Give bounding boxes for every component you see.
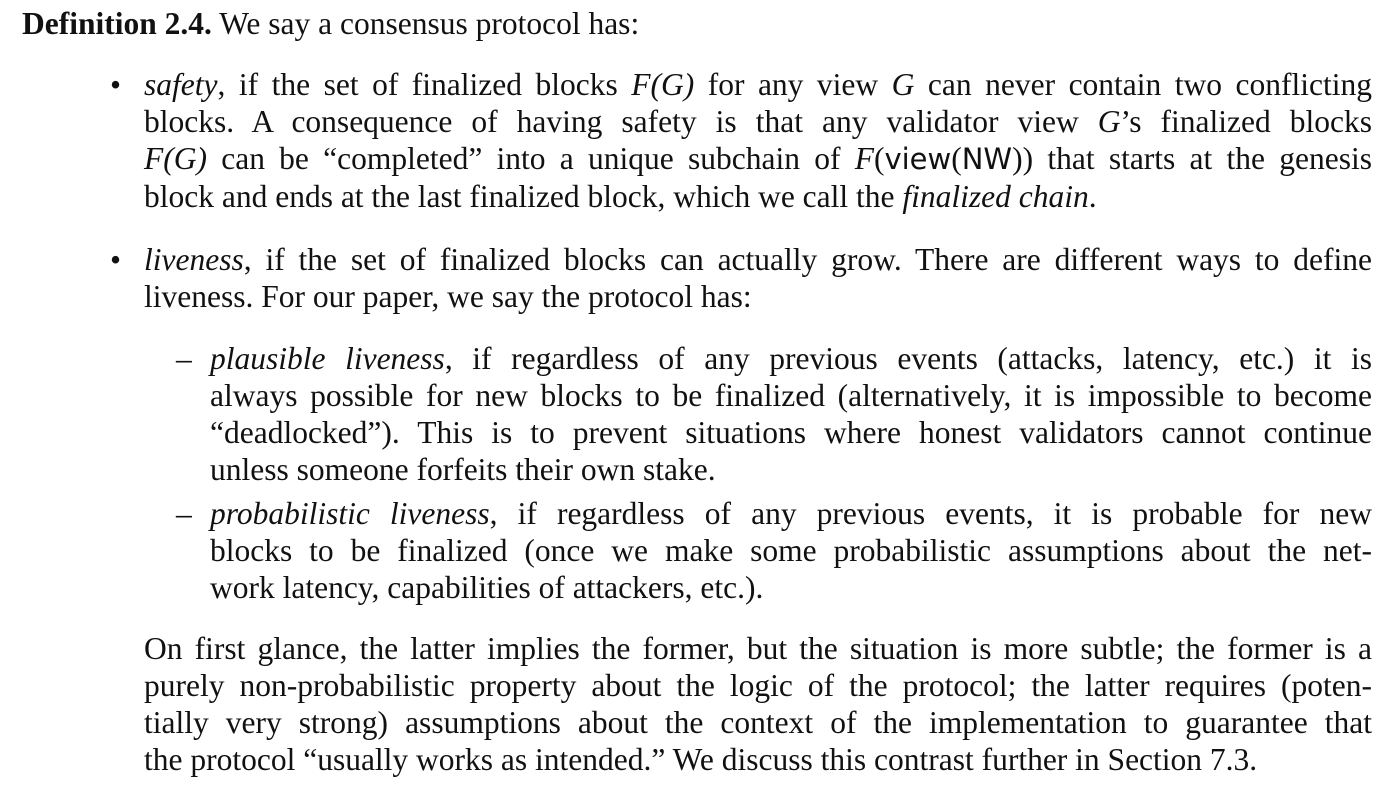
- bullet-marker: •: [110, 242, 122, 277]
- term-probabilistic-liveness: probabilistic liveness: [210, 496, 490, 531]
- sub-item-plausible-liveness: – plausible liveness, if regardless of any previous events (attacks, latency, etc.) it is always possible for new blocks to be finalized (alternatively, it is impossible to become “deadlocked”). This is to prevent situations where honest validators cannot continue unless someone forfeits their own stake.: [176, 341, 1372, 487]
- definition-label: Definition 2.4.: [22, 6, 212, 41]
- bullet-marker: •: [110, 67, 122, 102]
- definition-heading: [22, 5, 1372, 42]
- term-finalized-chain: finalized chain: [902, 179, 1089, 214]
- safety-line-4: block and ends at the last finalized block, which we call the finalized chain.: [144, 179, 1097, 214]
- list-item-liveness: [110, 241, 1372, 606]
- liveness-line-2: liveness. For our paper, we say the protocol has:: [144, 279, 752, 314]
- definition-block: [22, 5, 1372, 778]
- liveness-line-1: liveness, if the set of finalized blocks can actually grow. There are different ways to define: [144, 242, 1372, 277]
- dash-marker: –: [176, 341, 192, 376]
- term-safety: safety: [144, 67, 218, 102]
- safety-line-2: blocks. A consequence of having safety is that any validator view G’s finalized blocks: [144, 104, 1372, 139]
- term-liveness: liveness: [144, 242, 244, 277]
- list-item-safety: [110, 66, 1372, 215]
- safety-line-1: safety, if the set of finalized blocks F(G) for any view G can never contain two conflicting: [144, 67, 1372, 102]
- safety-line-3: F(G) can be “completed” into a unique subchain of F(view(NW)) that starts at the genesis: [144, 141, 1372, 176]
- dash-marker: –: [176, 496, 192, 531]
- term-plausible-liveness: plausible liveness: [210, 341, 445, 376]
- property-list: [22, 66, 1372, 606]
- liveness-sub-list: [144, 340, 1372, 606]
- closing-paragraph: On first glance, the latter implies the former, but the situation is more subtle; the former is a purely non-probabilistic property about the logic of the protocol; the latter requires (poten- tially very strong) assumptions about the context of the implementation to guarantee that the protocol “usually works as intended.” We discuss this contrast further in Section 7.3.: [144, 631, 1372, 777]
- definition-intro: We say a consensus protocol has:: [219, 6, 640, 41]
- sub-item-probabilistic-liveness: – probabilistic liveness, if regardless of any previous events, it is probable for new blocks to be finalized (once we make some probabilistic assumptions about the net- work latency, capabilities of attackers, etc.).: [176, 496, 1372, 605]
